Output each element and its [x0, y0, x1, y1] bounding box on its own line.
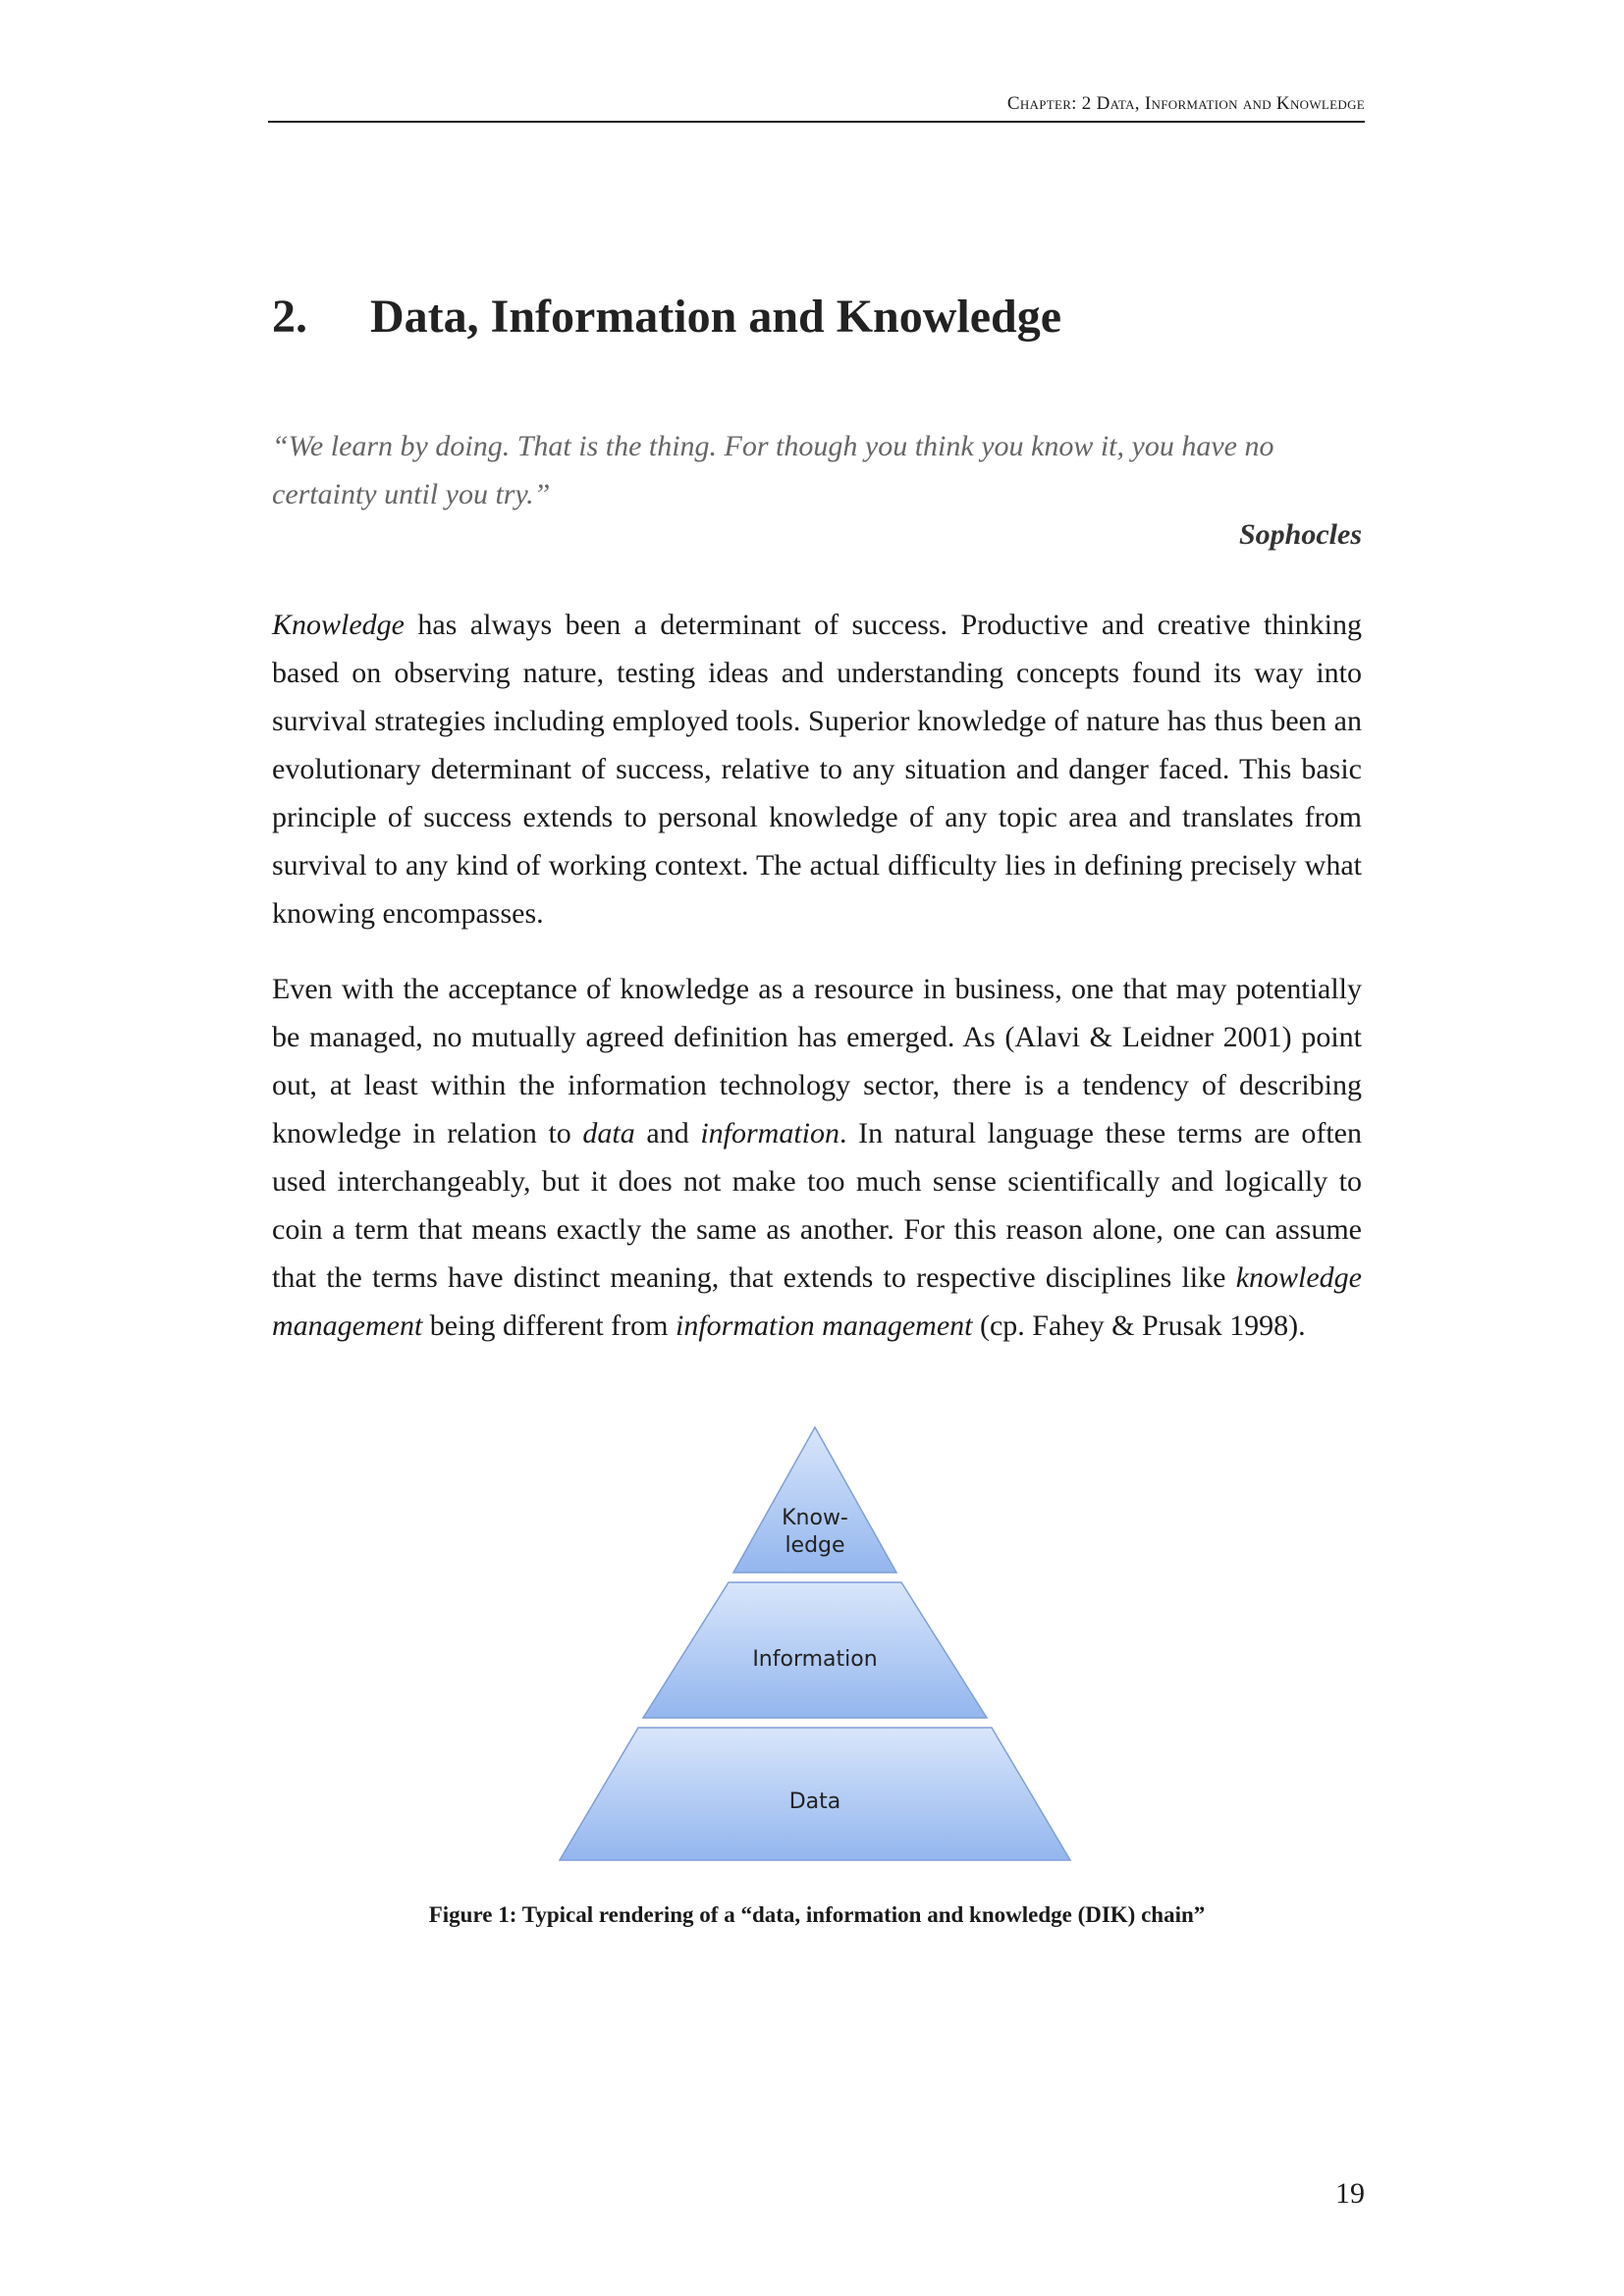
paragraph-2-text-d: being different from: [422, 1309, 676, 1342]
body-paragraph-1: [272, 601, 1362, 937]
term-information: information: [700, 1117, 840, 1149]
tier-label-knowledge-line2: ledge: [785, 1533, 845, 1558]
epigraph-author: Sophocles: [1238, 518, 1362, 551]
figure-caption: Figure 1: Typical rendering of a “data, information and knowledge (DIK) chain”: [428, 1902, 1206, 1927]
paragraph-1-text: has always been a determinant of success. Productive and creative thinking based on observing nature, testing ideas and understanding concepts found its way into survival strategies including employed tools. Superior knowledge of nature has thus been an evolutionary determinant of success, relative to any situation and danger faced. This basic principle of success extends to personal knowledge of any topic area and translates from survival to any kind of working context. The actual difficulty lies in defining precisely what knowing encompasses.: [272, 609, 1362, 930]
tier-label-information: Information: [752, 1647, 878, 1672]
tier-label-knowledge-line1: Know-: [782, 1506, 848, 1530]
chapter-number: 2.: [272, 291, 307, 343]
tier-label-data: Data: [788, 1789, 841, 1814]
term-knowledge: Knowledge: [272, 609, 405, 641]
running-header: Chapter: 2 Data, Information and Knowledge: [268, 93, 1365, 123]
paragraph-2-text-a: Even with the acceptance of knowledge as a resource in business, one that may potentially be managed, no mutually agreed definition has emerged. As (Alavi & Leidner 2001) point out, at least within the information technology sector, there is a tendency of describing knowledge in relation to: [272, 973, 1362, 1149]
chapter-title: [272, 290, 1061, 344]
paragraph-2-text-e: (cp. Fahey & Prusak 1998).: [972, 1309, 1306, 1342]
epigraph-quote: “We learn by doing. That is the thing. For though you think you know it, you have no certainty until you try.”: [272, 430, 1274, 510]
paragraph-2-text-c: . In natural language these terms are often used interchangeably, but it does not make too much sense scientifically and logically to coin a term that means exactly the same as another. For this reason alone, one can assume that the terms have distinct meaning, that extends to respective disciplines like: [272, 1117, 1362, 1294]
term-information-management: information management: [676, 1309, 973, 1342]
page-number: 19: [1335, 2177, 1365, 2210]
chapter-title-text: Data, Information and Knowledge: [370, 291, 1062, 343]
body-paragraph-2: [272, 965, 1362, 1350]
dik-pyramid: [550, 1423, 1080, 1875]
term-data: data: [582, 1117, 635, 1149]
paragraph-2-text-b: and: [634, 1117, 701, 1149]
dik-pyramid-figure: [550, 1423, 1080, 1875]
term-knowledge-management: knowledge management: [272, 1261, 1362, 1342]
